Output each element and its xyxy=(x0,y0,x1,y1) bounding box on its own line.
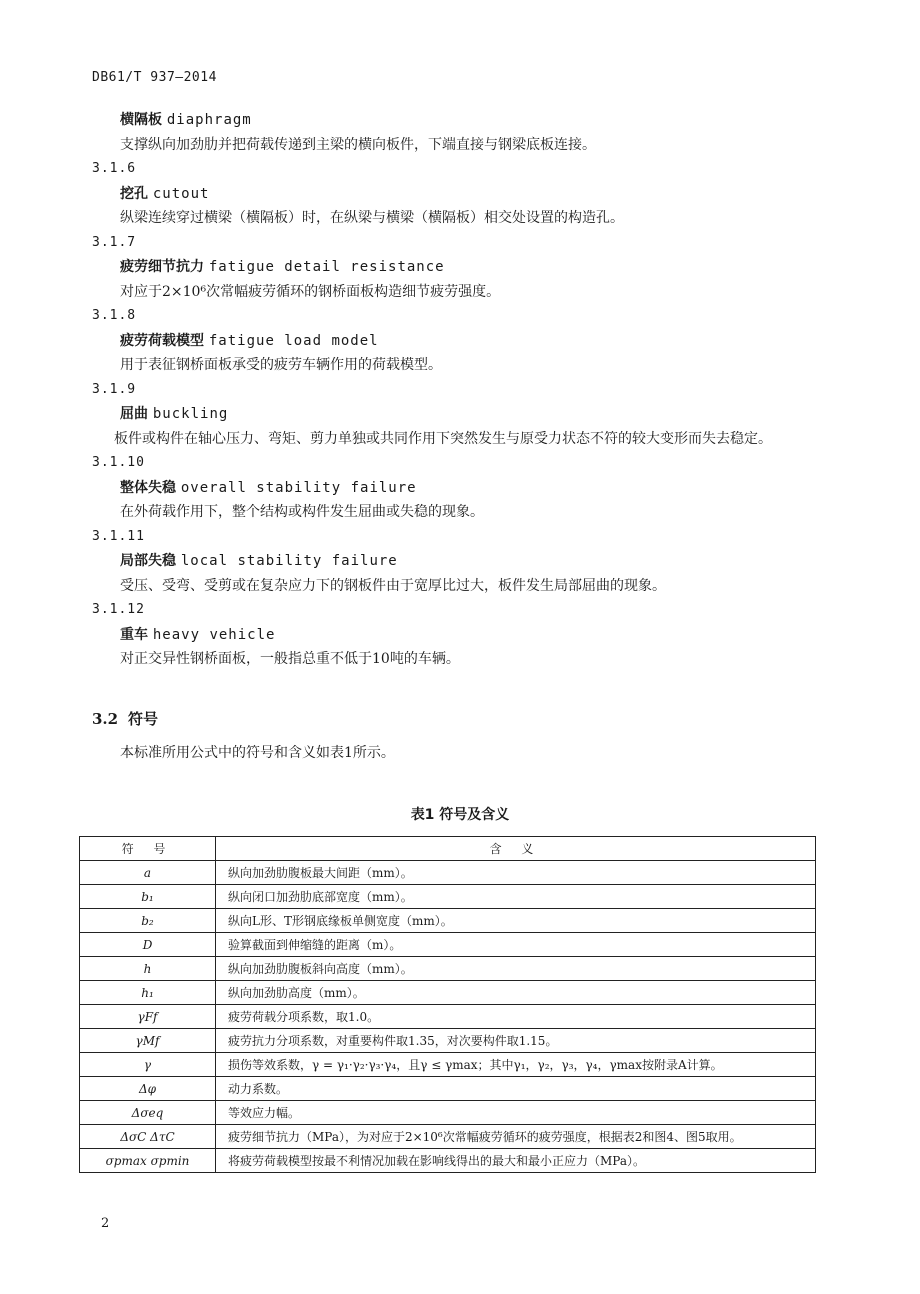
term-title-zh: 整体失稳 xyxy=(120,479,176,496)
term-number: 3.1.8 xyxy=(92,308,137,323)
term-definition: 对应于2×10⁶次常幅疲劳循环的钢桥面板构造细节疲劳强度。 xyxy=(120,283,501,300)
term-entry xyxy=(92,157,832,231)
meaning-cell: 纵向L形、T形钢底缘板单侧宽度（mm）。 xyxy=(216,909,816,933)
symbol-cell: D xyxy=(80,933,216,957)
term-title-zh: 横隔板 xyxy=(120,112,162,128)
meaning-cell: 动力系数。 xyxy=(216,1077,816,1101)
term-definition: 支撑纵向加劲肋并把荷载传递到主梁的横向板件，下端直接与钢梁底板连接。 xyxy=(120,136,596,153)
symbol-cell: Δφ xyxy=(80,1077,216,1101)
symbol-cell: h₁ xyxy=(80,981,216,1005)
term-number: 3.1.6 xyxy=(92,161,137,176)
header-meaning: 含 义 xyxy=(216,837,816,861)
symbol-cell: h xyxy=(80,957,216,981)
term-definition: 对正交异性钢桥面板，一般指总重不低于10吨的车辆。 xyxy=(120,651,460,667)
symbol-cell: a xyxy=(80,861,216,885)
table-row xyxy=(80,1101,816,1125)
meaning-cell: 等效应力幅。 xyxy=(216,1101,816,1125)
page-number: 2 xyxy=(101,1216,110,1231)
meaning-cell: 疲劳细节抗力（MPa），为对应于2×10⁶次常幅疲劳循环的疲劳强度，根据表2和图4、图5取用。 xyxy=(216,1125,816,1149)
table-row xyxy=(80,1053,816,1077)
term-number: 3.1.7 xyxy=(92,234,137,250)
section-heading xyxy=(92,708,158,729)
symbol-cell: σpmax σpmin xyxy=(80,1149,216,1173)
table-row xyxy=(80,1005,816,1029)
meaning-cell: 纵向加劲肋腹板斜向高度（mm）。 xyxy=(216,957,816,981)
meaning-cell: 纵向加劲肋腹板最大间距（mm）。 xyxy=(216,861,816,885)
document-header: DB61/T 937—2014 xyxy=(92,70,217,85)
term-title-zh: 挖孔 xyxy=(120,185,148,202)
term-title-zh: 重车 xyxy=(120,626,148,643)
symbol-cell: γFf xyxy=(80,1005,216,1029)
section-intro: 本标准所用公式中的符号和含义如表1所示。 xyxy=(120,745,395,761)
header-symbol: 符 号 xyxy=(80,837,216,861)
term-entry xyxy=(92,231,832,305)
term-entry xyxy=(92,525,832,599)
table-row xyxy=(80,885,816,909)
term-definition: 板件或构件在轴心压力、弯矩、剪力单独或共同作用下突然发生与原受力状态不符的较大变形而失去稳定。 xyxy=(114,430,772,447)
term-title-en: overall stability failure xyxy=(180,479,417,496)
symbol-cell: γ xyxy=(80,1053,216,1077)
term-number: 3.1.12 xyxy=(92,602,145,617)
meaning-cell: 疲劳荷载分项系数，取1.0。 xyxy=(216,1005,816,1029)
table-row xyxy=(80,1029,816,1053)
table-row xyxy=(80,981,816,1005)
term-title-en: diaphragm xyxy=(166,112,252,128)
term-definition: 纵梁连续穿过横梁（横隔板）时，在纵梁与横梁（横隔板）相交处设置的构造孔。 xyxy=(120,210,624,226)
meaning-cell: 纵向加劲肋高度（mm）。 xyxy=(216,981,816,1005)
term-entry xyxy=(92,304,832,378)
term-number: 3.1.9 xyxy=(92,381,137,397)
table-row xyxy=(80,1149,816,1173)
section-title: 符号 xyxy=(128,710,159,728)
term-entry xyxy=(92,598,832,672)
term-title-en: buckling xyxy=(152,406,229,422)
term-title-zh: 疲劳细节抗力 xyxy=(120,259,204,275)
term-entry xyxy=(92,378,832,452)
term-definition: 用于表征钢桥面板承受的疲劳车辆作用的荷载模型。 xyxy=(120,357,442,373)
section-number: 3.2 xyxy=(92,710,119,728)
term-definition: 受压、受弯、受剪或在复杂应力下的钢板件由于宽厚比过大，板件发生局部屈曲的现象。 xyxy=(120,577,666,594)
symbol-cell: ΔσC ΔτC xyxy=(80,1125,216,1149)
table-row xyxy=(80,909,816,933)
term-number: 3.1.10 xyxy=(92,455,145,470)
meaning-cell: 验算截面到伸缩缝的距离（m）。 xyxy=(216,933,816,957)
table-row xyxy=(80,1125,816,1149)
table-header-row xyxy=(80,837,816,861)
term-title-en: cutout xyxy=(152,185,210,202)
symbol-cell: γMf xyxy=(80,1029,216,1053)
term-title-en: fatigue detail resistance xyxy=(208,259,445,275)
meaning-cell: 纵向闭口加劲肋底部宽度（mm）。 xyxy=(216,885,816,909)
meaning-cell: 疲劳抗力分项系数，对重要构件取1.35，对次要构件取1.15。 xyxy=(216,1029,816,1053)
term-title-en: local stability failure xyxy=(180,553,398,569)
term-entry xyxy=(92,451,832,525)
table-row xyxy=(80,933,816,957)
terms-list xyxy=(92,108,832,672)
term-definition: 在外荷载作用下，整个结构或构件发生屈曲或失稳的现象。 xyxy=(120,504,484,520)
symbol-cell: b₂ xyxy=(80,909,216,933)
meaning-cell: 损伤等效系数，γ = γ₁·γ₂·γ₃·γ₄，且γ ≤ γmax；其中γ₁，γ₂，γ₃，γ₄，γmax按附录A计算。 xyxy=(216,1053,816,1077)
meaning-cell: 将疲劳荷载模型按最不利情况加载在影响线得出的最大和最小正应力（MPa）。 xyxy=(216,1149,816,1173)
term-number: 3.1.11 xyxy=(92,528,145,544)
table-caption: 表1 符号及含义 xyxy=(410,807,510,823)
symbol-table xyxy=(79,836,816,1173)
symbol-cell: b₁ xyxy=(80,885,216,909)
term-entry xyxy=(92,108,832,157)
term-title-zh: 疲劳荷载模型 xyxy=(120,332,204,349)
table-row xyxy=(80,1077,816,1101)
symbol-cell: Δσeq xyxy=(80,1101,216,1125)
table-row xyxy=(80,957,816,981)
term-title-zh: 屈曲 xyxy=(120,406,148,422)
term-title-en: heavy vehicle xyxy=(152,626,276,643)
table-row xyxy=(80,861,816,885)
term-title-en: fatigue load model xyxy=(208,332,379,349)
term-title-zh: 局部失稳 xyxy=(120,553,176,569)
